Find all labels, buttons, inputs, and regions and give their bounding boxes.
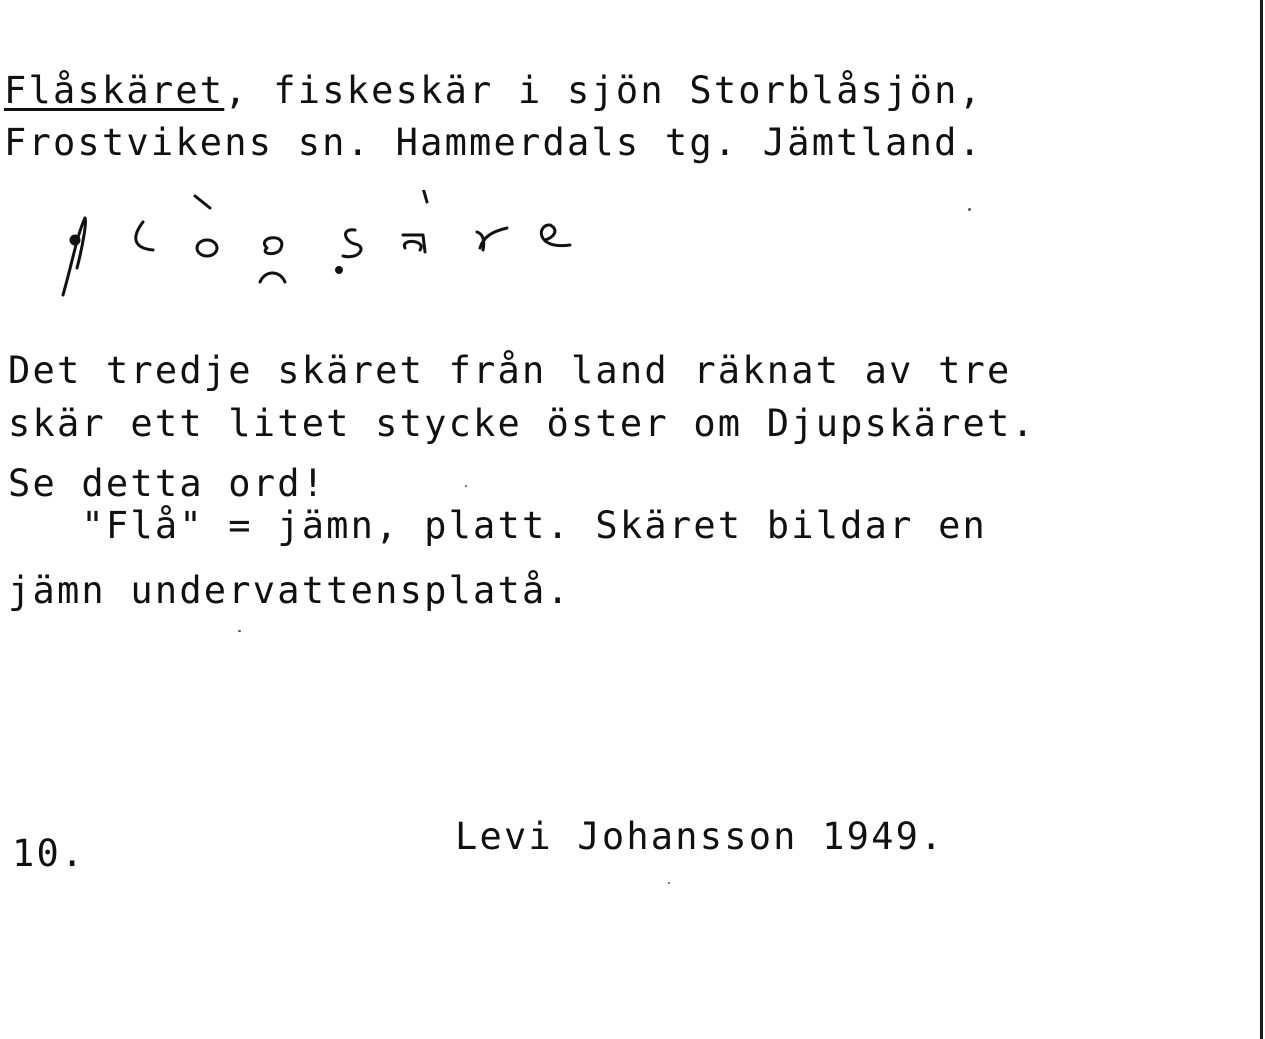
body-line-3: Se detta ord! xyxy=(8,462,327,505)
heading-line-1-rest: , fiskeskär i sjön Storblåsjön, xyxy=(224,69,984,112)
scan-speck xyxy=(668,882,670,884)
scan-speck xyxy=(465,485,467,487)
heading-line-1 xyxy=(4,69,984,112)
card-edge xyxy=(1260,0,1263,1039)
heading-line-2: Frostvikens sn. Hammerdals tg. Jämtland. xyxy=(4,121,984,164)
body-line-4: "Flå" = jämn, platt. Skäret bildar en xyxy=(8,504,988,547)
card-number: 10. xyxy=(12,832,86,875)
signature: Levi Johansson 1949. xyxy=(455,815,945,858)
phonetic-handwriting xyxy=(55,190,615,300)
body-line-5: jämn undervattensplatå. xyxy=(8,569,571,612)
body-line-2: skär ett litet stycke öster om Djupskäret. xyxy=(8,402,1036,445)
phonetic-transcription xyxy=(55,190,615,300)
body-line-1: Det tredje skäret från land räknat av tre xyxy=(8,349,1012,392)
headword: Flåskäret xyxy=(4,69,225,112)
scan-speck xyxy=(238,630,241,632)
scan-speck xyxy=(968,208,971,211)
